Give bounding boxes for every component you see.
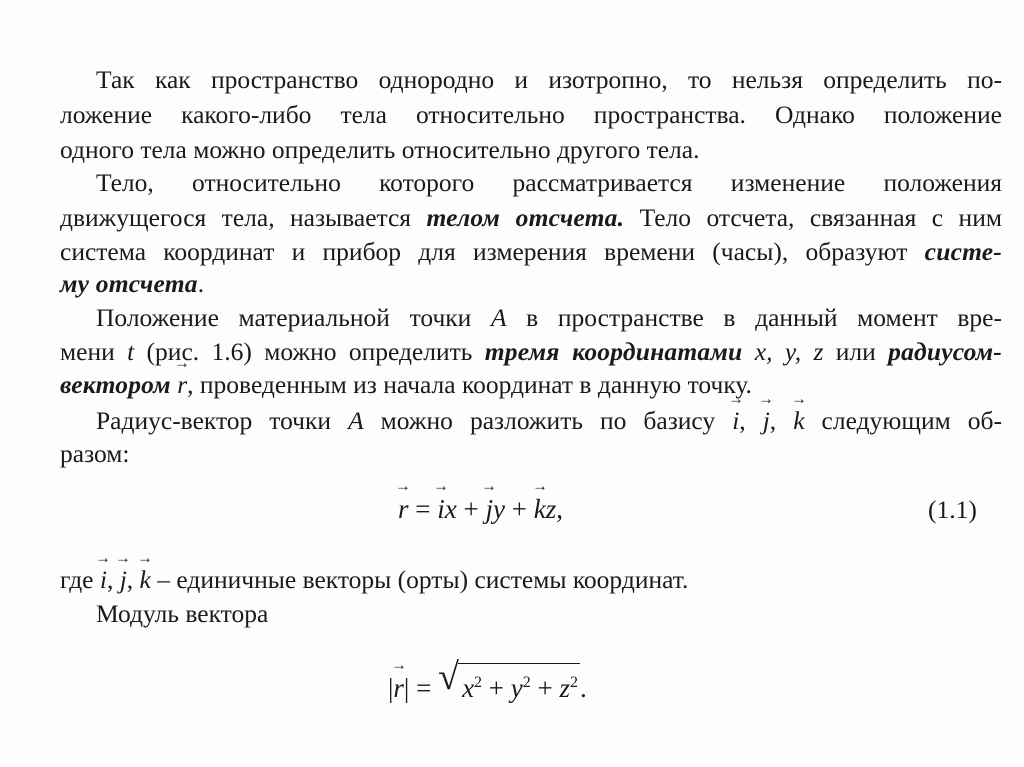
eq1-vector-k: → k (534, 492, 546, 526)
eq1-vector-i: → i (437, 492, 445, 526)
unit-vector-k: → k (140, 564, 151, 596)
term-radius-vector-end: вектором (60, 370, 171, 399)
square-root-icon: √ $x^2 + y^2 + z^2$ (438, 656, 579, 703)
equation-number: (1.1) (928, 495, 977, 524)
paragraph-4-line-2: разом: (60, 439, 130, 468)
paragraph-2-line-2: движущегося тела, называется телом отсчета. Тело отсчета, связанная с ним (60, 203, 1002, 232)
paragraph-1-line-1: Так как пространство однородно и изотропно, то нельзя определить по- (96, 65, 1002, 94)
equation-radius-vector: → r = → ix + → jy + → kz, (398, 492, 563, 526)
paragraph-1-line-2: ложение какого-либо тела относительно пространства. Однако положение (60, 100, 1002, 129)
equation-vector-modulus: |→ r| = √ $x^2 + y^2 + z^2$. (388, 663, 587, 705)
paragraph-4-line-1: Радиус-вектор точки A можно разложить по базису → i, → j, → k следующим об- (96, 405, 1002, 437)
vector-j: → j (763, 405, 770, 437)
term-three-coordinates: тремя координатами (484, 337, 743, 366)
unit-vector-i: → i (100, 564, 107, 596)
paragraph-3-line-3: вектором → r, проведенным из начала координат в данную точку. (60, 369, 1002, 401)
paragraph-1-line-3: одного тела можно определить относительно другого тела. (60, 135, 700, 164)
vector-k: → k (793, 405, 804, 437)
vector-i: → i (732, 405, 739, 437)
term-reference-system-start: систе- (924, 237, 1002, 266)
paragraph-3-line-1: Положение материальной точки A в пространстве в данный момент вре- (96, 303, 1002, 332)
term-radius-vector-start: радиусом- (888, 337, 1002, 366)
vector-r: → r (177, 369, 187, 401)
paragraph-3-line-2: мени t (рис. 1.6) можно определить тремя координатами x, y, z или радиусом- (60, 337, 1002, 366)
eq1-vector-j: → j (485, 492, 493, 526)
paragraph-2-line-3: система координат и прибор для измерения времени (часы), образуют систе- (60, 237, 1002, 266)
eq2-vector-r: → r (393, 671, 404, 705)
term-reference-system-end: му отсчета (60, 269, 198, 298)
paragraph-2-line-4: му отсчета. (60, 269, 205, 298)
unit-vector-j: → j (120, 564, 127, 596)
paragraph-2-line-1: Тело, относительно которого рассматривается изменение положения (96, 168, 1002, 197)
term-reference-body: телом отсчета. (426, 203, 625, 232)
eq1-vector-r: → r (398, 492, 409, 526)
paragraph-6: Модуль вектора (96, 599, 269, 628)
paragraph-5: где → i, → j, → k – единичные векторы (орты) системы координат. (60, 564, 1002, 596)
